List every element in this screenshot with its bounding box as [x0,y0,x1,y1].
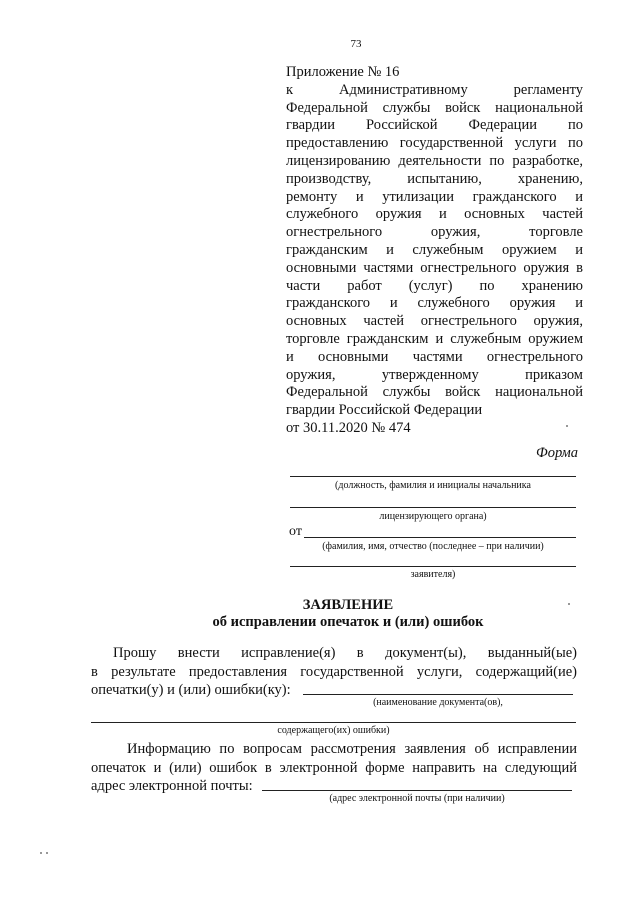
document-name-line[interactable] [303,694,573,695]
appendix-title: Приложение № 16 [286,64,400,80]
document-name-caption: (наименование документа(ов), [373,697,503,708]
applicant-name-line[interactable] [304,537,576,538]
licensing-body-caption: лицензирующего органа) [379,511,487,522]
appendix-line: Федеральной службы войск национальной [286,99,583,116]
paragraph-line: Информацию по вопросам рассмотрения заявления об исправлении [127,741,577,757]
appendix-block [286,64,583,438]
paragraph-line: Прошу внести исправление(я) в документ(ы), выданный(ые) [113,645,577,661]
appendix-line: служебного оружия и основных частей [286,206,583,223]
head-position-caption: (должность, фамилия и инициалы начальника [335,480,531,491]
appendix-line: к Административному регламенту [286,81,583,98]
scan-speck [566,425,568,427]
appendix-line: торговле гражданским и служебным оружием [286,330,583,347]
appendix-line: и основными частями огнестрельного [286,348,583,365]
appendix-line: ремонту и утилизации гражданского и [286,188,583,205]
email-paragraph [91,740,577,796]
page-number: 73 [350,38,362,50]
appendix-line: основными частями огнестрельного оружия в [286,259,583,276]
appendix-date: от 30.11.2020 № 474 [286,419,411,436]
appendix-line: гражданского и служебного оружия и [286,295,583,312]
appendix-body [286,82,583,402]
applicant-line[interactable] [290,566,576,567]
document-subheading: об исправлении опечаток и (или) ошибок [212,614,484,630]
appendix-line: предоставлению государственной услуги по [286,135,583,152]
appendix-last-line: гвардии Российской Федерации [286,402,483,419]
appendix-line: производству, испытанию, хранению, [286,170,583,187]
form-label: Форма [536,445,578,461]
appendix-line: части работ (услуг) по хранению [286,277,583,294]
appendix-line: основных частей огнестрельного оружия, [286,313,583,330]
paragraph-line: в результате предоставления государственной услуги, содержащий(ие) [91,663,577,680]
appendix-line: оружия, утвержденному приказом [286,366,583,383]
containing-errors-line[interactable] [91,722,576,723]
applicant-caption: заявителя) [410,569,456,580]
scan-speck [40,852,42,854]
email-line[interactable] [262,790,572,791]
licensing-body-line[interactable] [290,507,576,508]
scan-speck [568,603,570,605]
appendix-line: гвардии Российской Федерации по [286,117,583,134]
paragraph-line: опечатки(у) и (или) ошибки(ку): [91,682,291,698]
document-heading: ЗАЯВЛЕНИЕ [302,597,394,613]
applicant-name-caption: (фамилия, имя, отчество (последнее – при наличии) [322,541,544,552]
paragraph-line: опечаток и (или) ошибок в электронной форме направить на следующий [91,759,577,776]
email-caption: (адрес электронной почты (при наличии) [329,793,505,804]
paragraph-line: адрес электронной почты: [91,778,253,794]
scan-speck [46,852,48,854]
appendix-line: Федеральной службы войск национальной [286,384,583,401]
head-position-line[interactable] [290,476,576,477]
from-label: от [289,524,302,539]
appendix-line: гражданским и служебным оружием и [286,241,583,258]
appendix-line: огнестрельного оружия, торговле [286,224,583,241]
appendix-line: лицензированию деятельности по разработке, [286,152,583,169]
containing-errors-caption: содержащего(их) ошибки) [277,725,390,736]
request-paragraph [91,644,577,700]
